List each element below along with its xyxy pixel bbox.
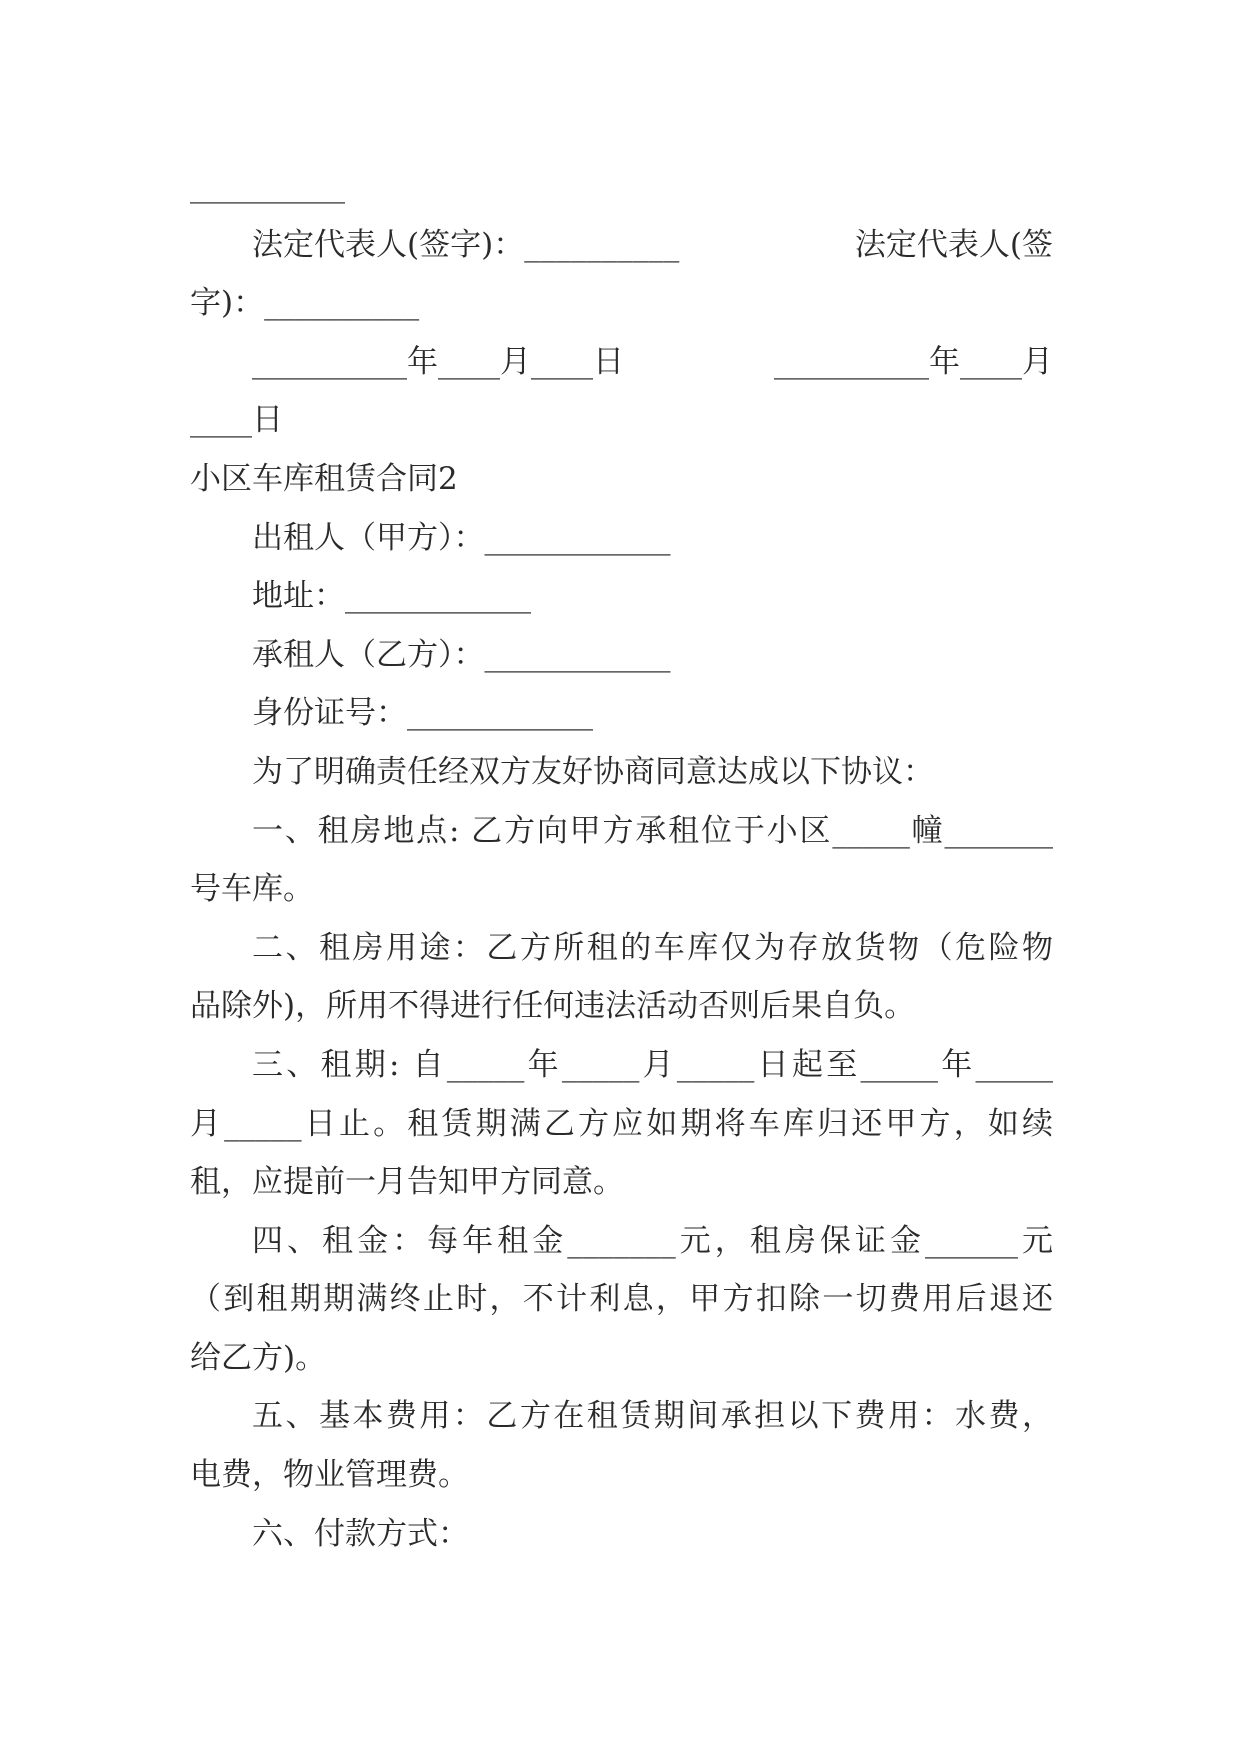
party-b-sign-date-start: __________年____月: [774, 343, 1053, 380]
party-a-representative-signature: 法定代表人(签字)：__________: [252, 226, 680, 263]
clause-4-line-3: 给乙方)。: [190, 1339, 327, 1376]
top-blank-line: __________: [190, 168, 345, 204]
clause-3-line-2: 月_____日止。租赁期满乙方应如期将车库归还甲方，如续: [190, 1105, 1053, 1142]
address-field: 地址：____________: [252, 578, 531, 615]
clause-5-line-1: 五、基本费用：乙方在租赁期间承担以下费用：水费，: [252, 1398, 1053, 1435]
clause-3-line-3: 租，应提前一月告知甲方同意。: [190, 1164, 624, 1201]
clause-1-line-1: 一、租房地点: 乙方向甲方承租位于小区_____幢_______: [252, 812, 1053, 849]
clause-2-line-1: 二、租房用途：乙方所租的车库仅为存放货物（危险物: [252, 929, 1053, 966]
id-number-field: 身份证号：____________: [252, 695, 593, 732]
clause-5-line-2: 电费，物业管理费。: [190, 1457, 469, 1494]
party-a-sign-date: __________年____月____日: [252, 343, 624, 380]
contract-title: 小区车库租赁合同2: [190, 460, 458, 497]
party-b-representative-signature-start: 法定代表人(签: [854, 226, 1053, 263]
clause-4-line-1: 四、租金：每年租金_______元，租房保证金______元: [252, 1222, 1053, 1259]
clause-1-line-2: 号车库。: [190, 871, 314, 908]
clause-4-line-2: （到租期期满终止时，不计利息，甲方扣除一切费用后退还: [190, 1281, 1053, 1318]
party-b-representative-signature-end: 字)：__________: [190, 285, 420, 322]
party-b-sign-date-end: ____日: [190, 402, 283, 439]
clause-6-line-1: 六、付款方式：: [252, 1515, 469, 1552]
legal-representative-signature-line: [190, 216, 1053, 275]
lessor-field: 出租人（甲方）：____________: [252, 519, 671, 556]
signature-date-line: [190, 333, 1053, 392]
clause-3-line-1: 三、租期: 自_____年_____月_____日起至_____年_____: [252, 1046, 1053, 1083]
contract-intro: 为了明确责任经双方友好协商同意达成以下协议：: [252, 753, 934, 790]
clause-2-line-2: 品除外)，所用不得进行任何违法活动否则后果自负。: [190, 988, 916, 1025]
lessee-field: 承租人（乙方）：____________: [252, 636, 671, 673]
